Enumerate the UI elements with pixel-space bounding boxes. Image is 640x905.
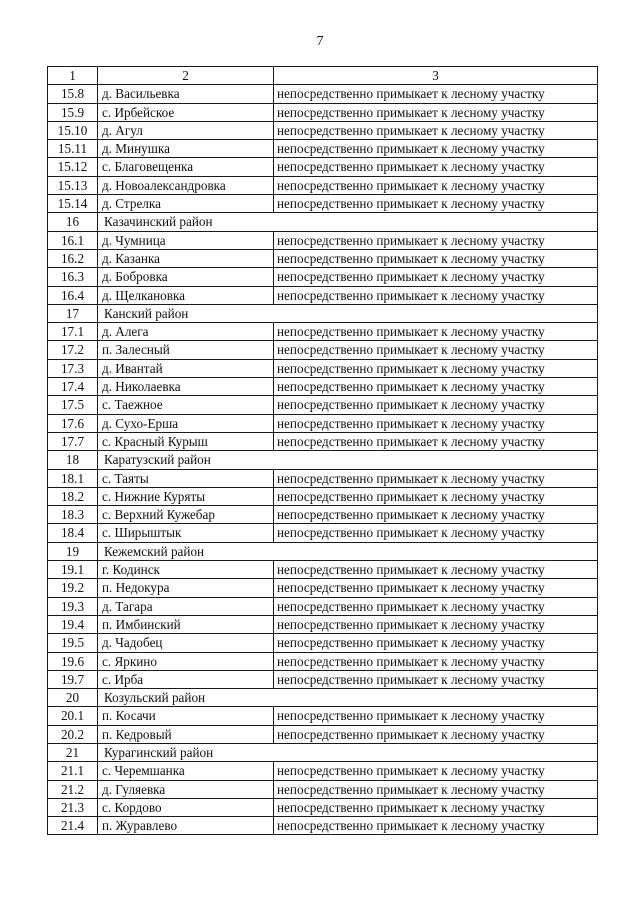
table-row: [48, 396, 598, 414]
row-number: 21.3: [48, 798, 98, 816]
settlement-name: с. Кордово: [98, 798, 274, 816]
table-row: [48, 762, 598, 780]
proximity-description: непосредственно примыкает к лесному участку: [274, 359, 598, 377]
district-number: 19: [48, 542, 98, 560]
row-number: 21.1: [48, 762, 98, 780]
row-number: 18.4: [48, 524, 98, 542]
settlement-name: с. Ирба: [98, 670, 274, 688]
proximity-description: непосредственно примыкает к лесному участку: [274, 469, 598, 487]
proximity-description: непосредственно примыкает к лесному участку: [274, 817, 598, 835]
proximity-description: непосредственно примыкает к лесному участку: [274, 249, 598, 267]
proximity-description: непосредственно примыкает к лесному участку: [274, 725, 598, 743]
proximity-description: непосредственно примыкает к лесному участку: [274, 597, 598, 615]
settlement-name: д. Алега: [98, 323, 274, 341]
settlement-name: д. Гуляевка: [98, 780, 274, 798]
table-row: [48, 414, 598, 432]
settlement-name: с. Ширыштык: [98, 524, 274, 542]
row-number: 18.1: [48, 469, 98, 487]
settlement-name: п. Залесный: [98, 341, 274, 359]
settlement-name: п. Имбинский: [98, 615, 274, 633]
proximity-description: непосредственно примыкает к лесному участку: [274, 378, 598, 396]
district-name: Курагинский район: [98, 743, 598, 761]
settlement-name: д. Николаевка: [98, 378, 274, 396]
proximity-description: непосредственно примыкает к лесному участку: [274, 634, 598, 652]
settlement-name: д. Новоалександровка: [98, 176, 274, 194]
row-number: 17.4: [48, 378, 98, 396]
proximity-description: непосредственно примыкает к лесному участку: [274, 579, 598, 597]
row-number: 19.3: [48, 597, 98, 615]
district-name: Каратузский район: [98, 451, 598, 469]
row-number: 16.2: [48, 249, 98, 267]
column-header-3: 3: [274, 67, 598, 85]
column-header-1: 1: [48, 67, 98, 85]
table-row: [48, 158, 598, 176]
table-row: [48, 780, 598, 798]
district-number: 21: [48, 743, 98, 761]
district-row: [48, 304, 598, 322]
row-number: 19.1: [48, 561, 98, 579]
proximity-description: непосредственно примыкает к лесному участку: [274, 323, 598, 341]
table-row: [48, 524, 598, 542]
settlement-name: д. Агул: [98, 121, 274, 139]
table-row: [48, 725, 598, 743]
settlement-name: д. Чумница: [98, 231, 274, 249]
district-number: 17: [48, 304, 98, 322]
settlement-name: д. Стрелка: [98, 195, 274, 213]
proximity-description: непосредственно примыкает к лесному участку: [274, 414, 598, 432]
table-row: [48, 707, 598, 725]
proximity-description: непосредственно примыкает к лесному участку: [274, 432, 598, 450]
district-name: Кежемский район: [98, 542, 598, 560]
district-name: Козульский район: [98, 689, 598, 707]
row-number: 19.6: [48, 652, 98, 670]
proximity-description: непосредственно примыкает к лесному участку: [274, 780, 598, 798]
proximity-description: непосредственно примыкает к лесному участку: [274, 140, 598, 158]
row-number: 17.7: [48, 432, 98, 450]
district-number: 16: [48, 213, 98, 231]
table-row: [48, 140, 598, 158]
proximity-description: непосредственно примыкает к лесному участку: [274, 341, 598, 359]
proximity-description: непосредственно примыкает к лесному участку: [274, 487, 598, 505]
table-row: [48, 579, 598, 597]
row-number: 20.1: [48, 707, 98, 725]
table-row: [48, 670, 598, 688]
proximity-description: непосредственно примыкает к лесному участку: [274, 561, 598, 579]
settlement-name: п. Кедровый: [98, 725, 274, 743]
table-row: [48, 487, 598, 505]
proximity-description: непосредственно примыкает к лесному участку: [274, 103, 598, 121]
row-number: 18.3: [48, 506, 98, 524]
row-number: 18.2: [48, 487, 98, 505]
table-row: [48, 286, 598, 304]
proximity-description: непосредственно примыкает к лесному участку: [274, 85, 598, 103]
proximity-description: непосредственно примыкает к лесному участку: [274, 158, 598, 176]
settlement-name: д. Казанка: [98, 249, 274, 267]
district-row: [48, 743, 598, 761]
row-number: 15.10: [48, 121, 98, 139]
proximity-description: непосредственно примыкает к лесному участку: [274, 707, 598, 725]
row-number: 17.2: [48, 341, 98, 359]
settlement-name: д. Чадобец: [98, 634, 274, 652]
row-number: 15.11: [48, 140, 98, 158]
table-header-row: [48, 67, 598, 85]
proximity-description: непосредственно примыкает к лесному участку: [274, 286, 598, 304]
table-row: [48, 561, 598, 579]
row-number: 19.4: [48, 615, 98, 633]
row-number: 19.2: [48, 579, 98, 597]
settlements-table: [47, 66, 598, 835]
proximity-description: непосредственно примыкает к лесному участку: [274, 615, 598, 633]
row-number: 16.4: [48, 286, 98, 304]
table-body: [48, 85, 598, 835]
proximity-description: непосредственно примыкает к лесному участку: [274, 762, 598, 780]
proximity-description: непосредственно примыкает к лесному участку: [274, 396, 598, 414]
row-number: 17.3: [48, 359, 98, 377]
district-row: [48, 213, 598, 231]
table-row: [48, 817, 598, 835]
table-row: [48, 798, 598, 816]
table-row: [48, 231, 598, 249]
table-row: [48, 323, 598, 341]
table-row: [48, 634, 598, 652]
row-number: 20.2: [48, 725, 98, 743]
row-number: 17.5: [48, 396, 98, 414]
row-number: 19.5: [48, 634, 98, 652]
settlement-name: с. Яркино: [98, 652, 274, 670]
settlement-name: с. Благовещенка: [98, 158, 274, 176]
district-row: [48, 451, 598, 469]
settlement-name: д. Тагара: [98, 597, 274, 615]
district-number: 18: [48, 451, 98, 469]
table-row: [48, 341, 598, 359]
settlement-name: с. Нижние Куряты: [98, 487, 274, 505]
table-row: [48, 359, 598, 377]
settlement-name: д. Минушка: [98, 140, 274, 158]
table-row: [48, 506, 598, 524]
settlement-name: с. Черемшанка: [98, 762, 274, 780]
table-row: [48, 652, 598, 670]
proximity-description: непосредственно примыкает к лесному участку: [274, 670, 598, 688]
settlement-name: п. Косачи: [98, 707, 274, 725]
proximity-description: непосредственно примыкает к лесному участку: [274, 231, 598, 249]
column-header-2: 2: [98, 67, 274, 85]
district-row: [48, 542, 598, 560]
settlement-name: п. Недокура: [98, 579, 274, 597]
row-number: 16.1: [48, 231, 98, 249]
row-number: 19.7: [48, 670, 98, 688]
proximity-description: непосредственно примыкает к лесному участку: [274, 506, 598, 524]
settlement-name: с. Таяты: [98, 469, 274, 487]
settlement-name: д. Сухо-Ерша: [98, 414, 274, 432]
table-row: [48, 268, 598, 286]
table-row: [48, 597, 598, 615]
row-number: 15.14: [48, 195, 98, 213]
district-number: 20: [48, 689, 98, 707]
table-row: [48, 249, 598, 267]
proximity-description: непосредственно примыкает к лесному участку: [274, 121, 598, 139]
settlements-table-container: [47, 66, 597, 835]
page-number: 7: [316, 34, 324, 49]
table-row: [48, 378, 598, 396]
proximity-description: непосредственно примыкает к лесному участку: [274, 176, 598, 194]
table-row: [48, 432, 598, 450]
row-number: 17.1: [48, 323, 98, 341]
settlement-name: д. Васильевка: [98, 85, 274, 103]
table-row: [48, 176, 598, 194]
proximity-description: непосредственно примыкает к лесному участку: [274, 652, 598, 670]
row-number: 15.13: [48, 176, 98, 194]
table-row: [48, 195, 598, 213]
settlement-name: с. Верхний Кужебар: [98, 506, 274, 524]
proximity-description: непосредственно примыкает к лесному участку: [274, 268, 598, 286]
proximity-description: непосредственно примыкает к лесному участку: [274, 798, 598, 816]
settlement-name: д. Щелкановка: [98, 286, 274, 304]
row-number: 21.4: [48, 817, 98, 835]
table-row: [48, 85, 598, 103]
row-number: 15.12: [48, 158, 98, 176]
row-number: 16.3: [48, 268, 98, 286]
district-name: Казачинский район: [98, 213, 598, 231]
settlement-name: п. Журавлево: [98, 817, 274, 835]
proximity-description: непосредственно примыкает к лесному участку: [274, 524, 598, 542]
table-row: [48, 615, 598, 633]
settlement-name: г. Кодинск: [98, 561, 274, 579]
district-name: Канский район: [98, 304, 598, 322]
table-row: [48, 121, 598, 139]
row-number: 15.8: [48, 85, 98, 103]
settlement-name: с. Красный Курыш: [98, 432, 274, 450]
row-number: 21.2: [48, 780, 98, 798]
proximity-description: непосредственно примыкает к лесному участку: [274, 195, 598, 213]
row-number: 17.6: [48, 414, 98, 432]
table-row: [48, 469, 598, 487]
district-row: [48, 689, 598, 707]
settlement-name: д. Ивантай: [98, 359, 274, 377]
row-number: 15.9: [48, 103, 98, 121]
table-row: [48, 103, 598, 121]
settlement-name: д. Бобровка: [98, 268, 274, 286]
settlement-name: с. Таежное: [98, 396, 274, 414]
settlement-name: с. Ирбейское: [98, 103, 274, 121]
